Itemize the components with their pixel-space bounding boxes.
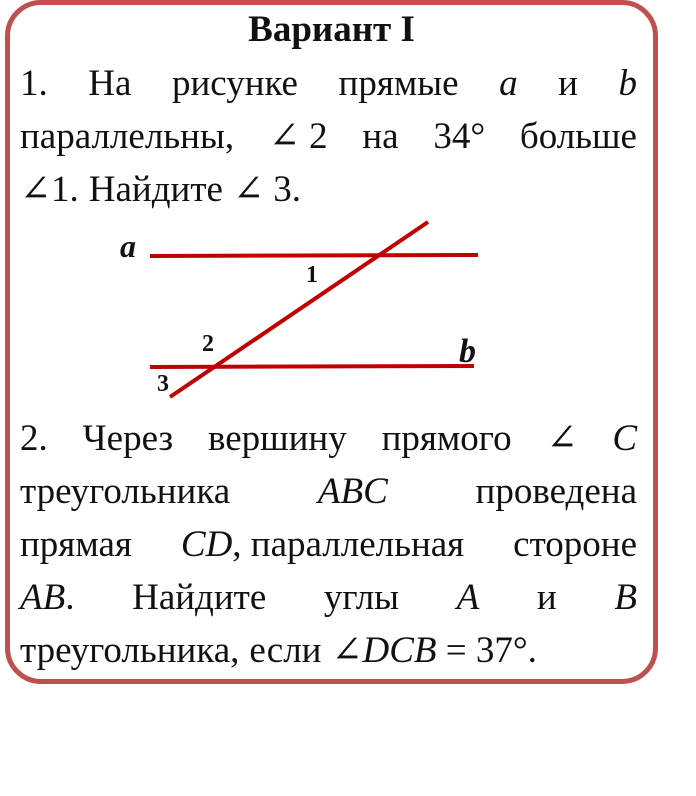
task-2-line-5 — [20, 624, 637, 677]
variable-b: B — [614, 577, 637, 618]
cd-phrase — [181, 518, 464, 571]
angle-symbol: ∠ — [331, 630, 363, 671]
angle-value: 34° — [433, 116, 486, 157]
angle-equation — [331, 624, 536, 677]
word: если — [249, 630, 322, 671]
variable-dcb: DCB — [362, 630, 437, 671]
line-a — [150, 255, 478, 256]
variable-b: b — [618, 63, 637, 104]
angle-3-ref: ∠ 3. — [232, 169, 301, 210]
task-2-line-2 — [20, 465, 637, 518]
label-angle-2: 2 — [202, 331, 214, 357]
task-2-line-3 — [20, 518, 637, 571]
variable-ab: AB — [20, 577, 66, 618]
word: прямые — [338, 63, 459, 104]
word: вершину — [207, 418, 347, 459]
word: и — [558, 63, 578, 104]
variant-title: Вариант I — [248, 9, 415, 50]
word: параллельны, — [20, 116, 235, 157]
word: Найдите — [132, 577, 267, 618]
variable-a: a — [499, 63, 518, 104]
task-2-line-1 — [20, 412, 637, 465]
label-b: b — [459, 333, 476, 370]
word: прямого — [381, 418, 512, 459]
word: больше — [519, 116, 637, 157]
task-1-number: 1. — [20, 63, 48, 104]
task-2-number: 2. — [20, 418, 48, 459]
task-2-text — [20, 412, 637, 677]
angle-2-ref: ∠ 2 — [268, 116, 328, 157]
period: . — [65, 577, 75, 618]
ab-phrase — [20, 571, 74, 624]
line-b — [150, 366, 474, 367]
variable-cd: CD — [180, 524, 233, 565]
label-angle-3: 3 — [157, 371, 169, 397]
word: треугольника, — [20, 630, 240, 671]
word: На — [88, 63, 132, 104]
word: треугольника — [20, 471, 231, 512]
transversal-line — [170, 222, 428, 397]
word: Найдите — [88, 169, 223, 210]
word: Через — [82, 418, 174, 459]
word: проведена — [475, 471, 637, 512]
angle-symbol: ∠ — [546, 418, 578, 459]
word: прямая — [20, 524, 132, 565]
angle-1-ref: ∠1. — [20, 169, 79, 210]
word: стороне — [513, 524, 637, 565]
variable-a: A — [456, 577, 480, 618]
word: и — [536, 577, 557, 618]
task-2-line-4 — [20, 571, 637, 624]
angle-value: = 37°. — [445, 630, 537, 671]
word: рисунке — [171, 63, 298, 104]
label-angle-1: 1 — [306, 262, 318, 288]
word: углы — [323, 577, 400, 618]
word: , параллельная — [232, 524, 465, 565]
word: на — [362, 116, 399, 157]
variable-abc: ABC — [317, 471, 388, 512]
label-a: a — [120, 228, 136, 264]
variable-c: C — [612, 418, 637, 459]
